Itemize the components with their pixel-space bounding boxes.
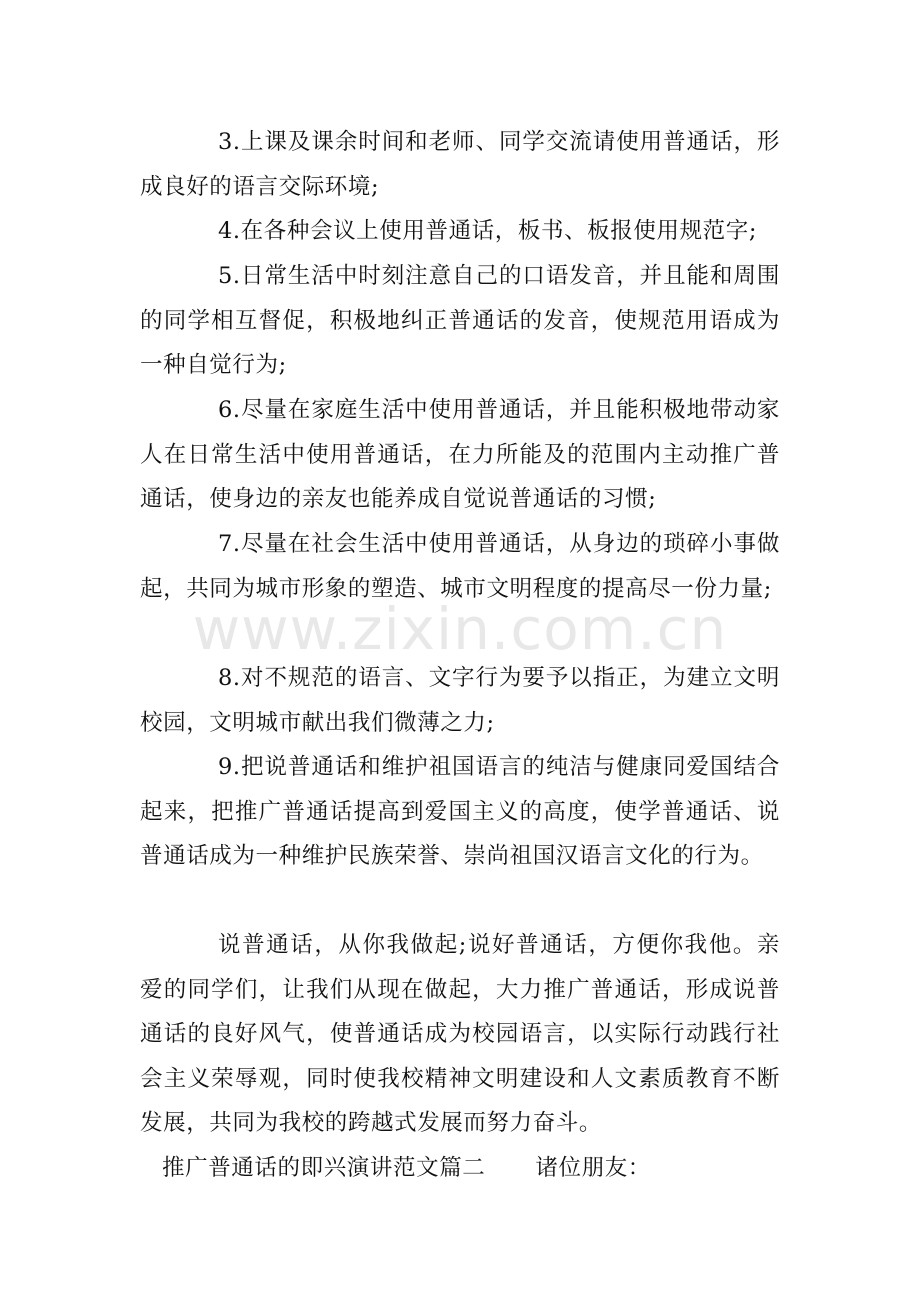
closing-paragraph: 说普通话，从你我做起;说好普通话，方便你我他。亲爱的同学们，让我们从现在做起，大力推广普通话，形成说普通话的良好风气，使普通话成为校园语言，以实际行动践行社会主义荣辱观，同时使我校精神文明建设和人文素质教育不断发展，共同为我校的跨越式发展而努力奋斗。 [140, 932, 780, 1137]
section-heading-line [162, 1146, 651, 1191]
paragraph-item-6: 6.尽量在家庭生活中使用普通话，并且能积极地带动家人在日常生活中使用普通话，在力所能及的范围内主动推广普通话，使身边的亲友也能养成自觉说普通话的习惯; [140, 397, 780, 513]
paragraph-item-9: 9.把说普通话和维护祖国语言的纯洁与健康同爱国结合起来，把推广普通话提高到爱国主义的高度，使学普通话、说普通话成为一种维护民族荣誉、崇尚祖国汉语言文化的行为。 [140, 754, 780, 870]
paragraph-item-4: 4.在各种会议上使用普通话，板书、板报使用规范字; [218, 218, 758, 244]
section-title: 推广普通话的即兴演讲范文篇二 [162, 1155, 486, 1181]
paragraph-item-7: 7.尽量在社会生活中使用普通话，从身边的琐碎小事做起，共同为城市形象的塑造、城市文明程度的提高尽一份力量; [140, 531, 780, 602]
watermark: www.zixin.com.cn [192, 595, 728, 663]
paragraph-item-8: 8.对不规范的语言、文字行为要予以指正，为建立文明校园，文明城市献出我们微薄之力; [140, 665, 780, 736]
paragraph-item-5: 5.日常生活中时刻注意自己的口语发音，并且能和周围的同学相互督促，积极地纠正普通话的发音，使规范用语成为一种自觉行为; [140, 263, 780, 379]
salutation: 诸位朋友： [535, 1155, 651, 1181]
paragraph-item-3: 3.上课及课余时间和老师、同学交流请使用普通话，形成良好的语言交际环境; [140, 129, 780, 200]
